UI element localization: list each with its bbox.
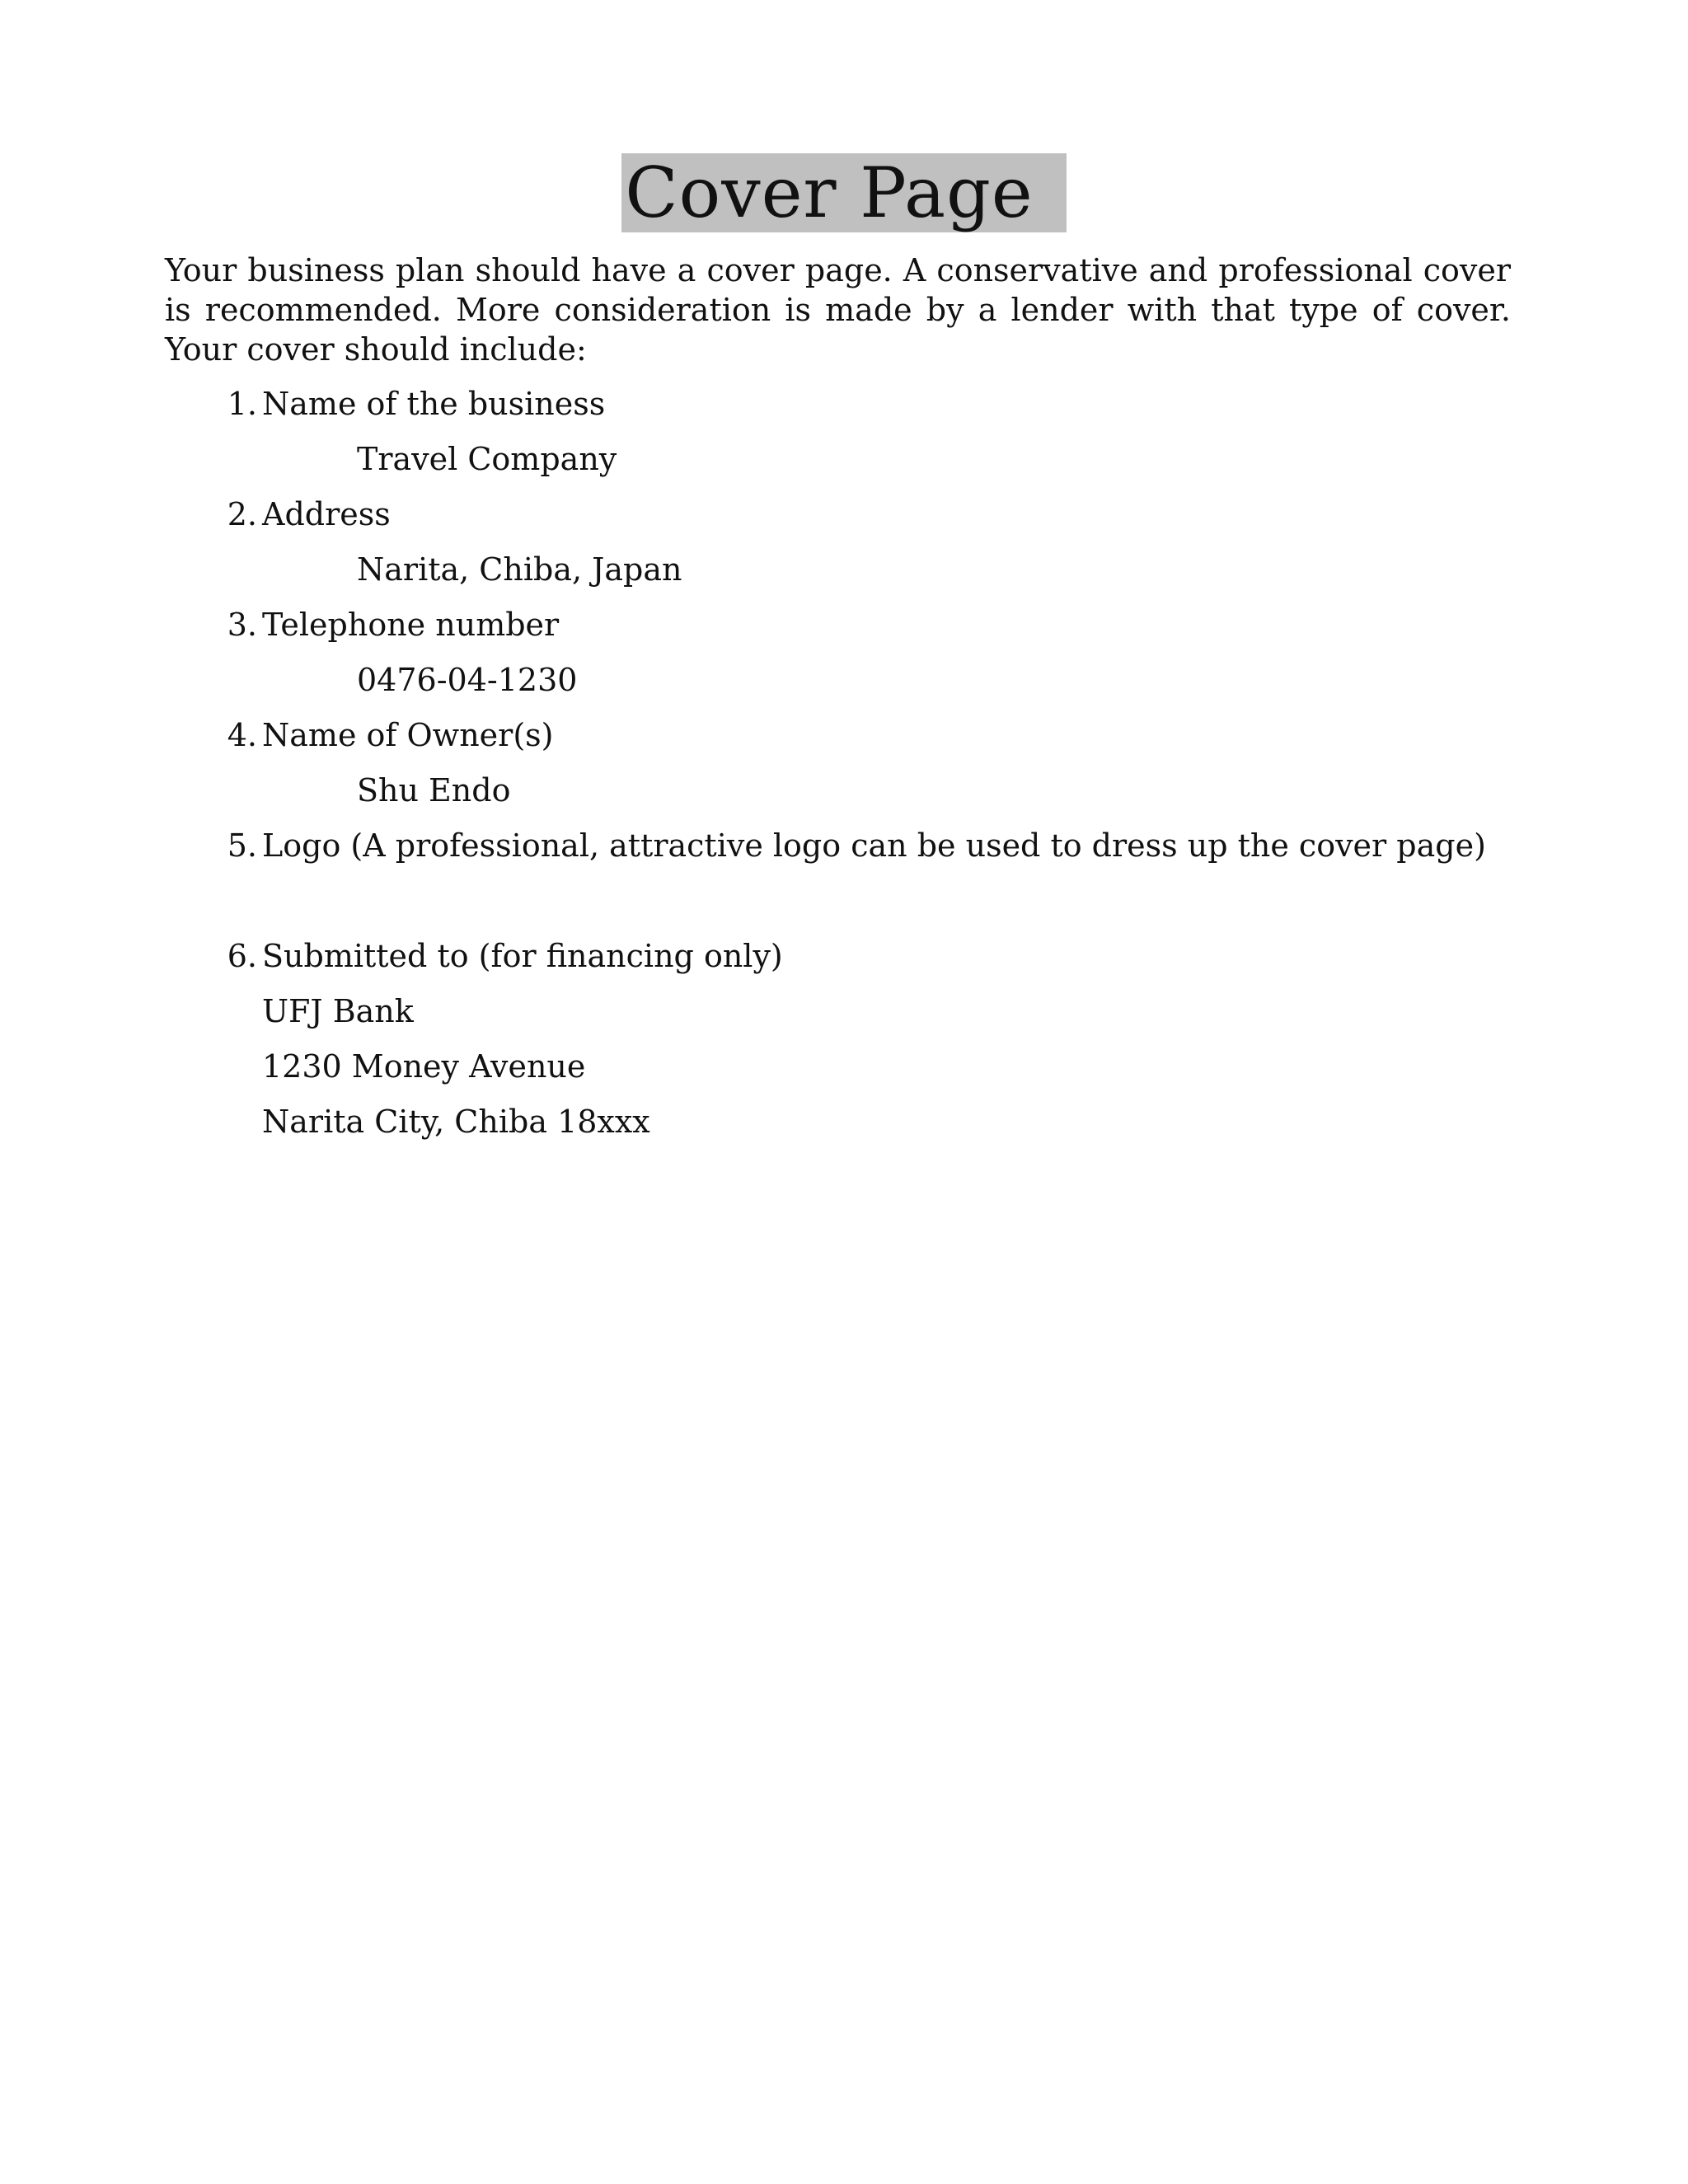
bank-city-row bbox=[0, 1102, 1688, 1157]
list-item-logo bbox=[0, 826, 1688, 881]
intro-paragraph: Your business plan should have a cover page. A conservative and professional cover is recommended. More consideration is made by a lender with that type of cover. Your cover should include: bbox=[165, 252, 1511, 368]
cover-requirements-list bbox=[0, 384, 1688, 1157]
list-spacer bbox=[0, 881, 1688, 936]
telephone-value: 0476-04-1230 bbox=[357, 662, 578, 698]
list-item-owners bbox=[0, 715, 1688, 771]
bank-street-row bbox=[0, 1047, 1688, 1102]
list-item-number: 4. bbox=[227, 717, 257, 753]
list-item-label: Address bbox=[262, 496, 391, 532]
list-item-label: Logo (A professional, attractive logo can be used to dress up the cover page) bbox=[262, 827, 1486, 864]
owners-value: Shu Endo bbox=[357, 772, 511, 808]
bank-street: 1230 Money Avenue bbox=[262, 1048, 586, 1085]
list-item-submitted-to bbox=[0, 936, 1688, 991]
list-item-number: 6. bbox=[227, 938, 257, 974]
list-item-label: Name of Owner(s) bbox=[262, 717, 554, 753]
address-value-row bbox=[0, 550, 1688, 605]
business-name-value-row bbox=[0, 439, 1688, 494]
bank-name: UFJ Bank bbox=[262, 993, 414, 1029]
list-item-label: Name of the business bbox=[262, 386, 606, 422]
owners-value-row bbox=[0, 771, 1688, 826]
list-item-address bbox=[0, 494, 1688, 550]
list-item-number: 3. bbox=[227, 607, 257, 643]
business-name-value: Travel Company bbox=[357, 441, 617, 477]
bank-city: Narita City, Chiba 18xxx bbox=[262, 1104, 650, 1140]
list-item-number: 5. bbox=[227, 827, 257, 864]
list-item-number: 2. bbox=[227, 496, 257, 532]
list-item-business-name bbox=[0, 384, 1688, 439]
telephone-value-row bbox=[0, 660, 1688, 715]
list-item-label: Submitted to (for financing only) bbox=[262, 938, 783, 974]
list-item-number: 1. bbox=[227, 386, 257, 422]
page-title: Cover Page bbox=[621, 153, 1066, 232]
list-item-label: Telephone number bbox=[262, 607, 560, 643]
bank-name-row bbox=[0, 991, 1688, 1047]
list-item-telephone bbox=[0, 605, 1688, 660]
title-container bbox=[0, 153, 1688, 232]
address-value: Narita, Chiba, Japan bbox=[357, 551, 682, 588]
